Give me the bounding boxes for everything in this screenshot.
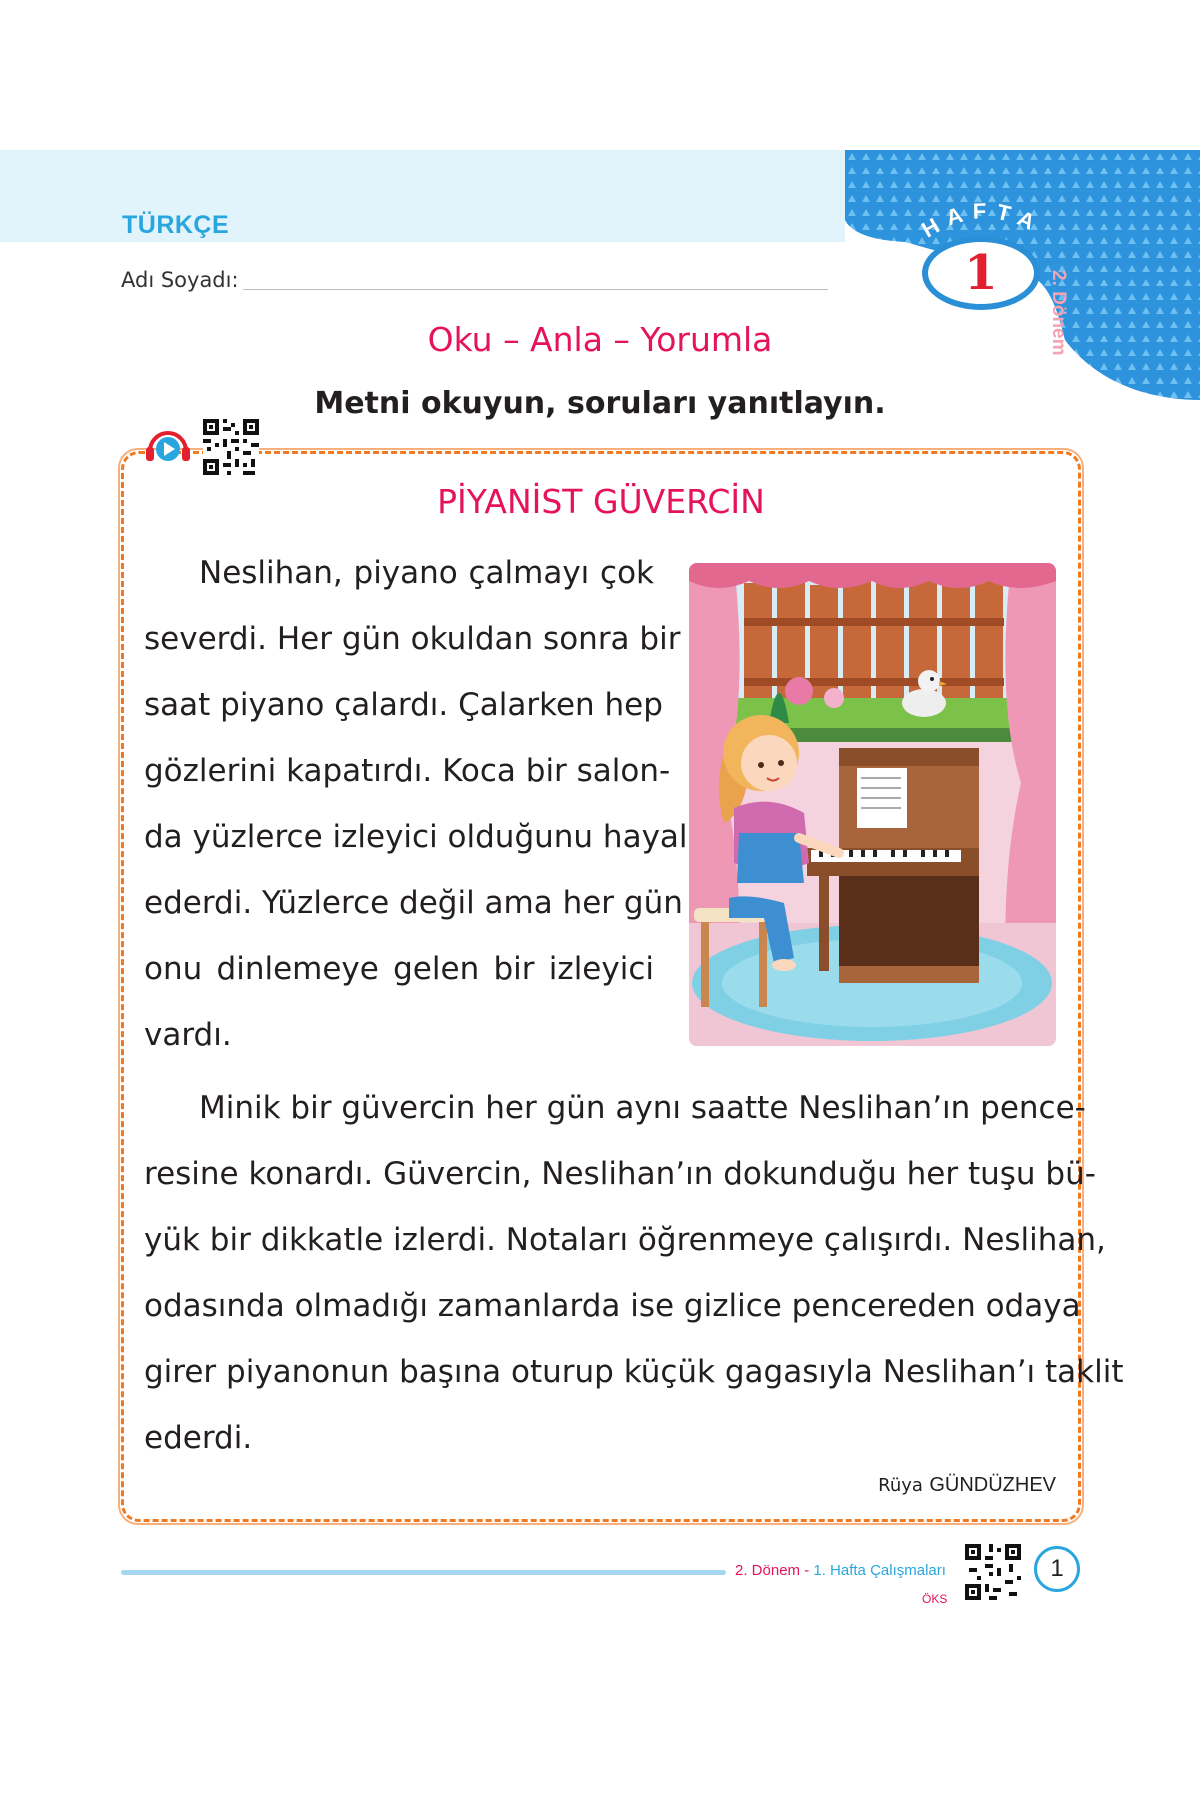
story-line: da yüzlerce izleyici olduğunu hayal [144, 819, 688, 855]
name-field-line[interactable] [243, 289, 828, 290]
story-line: ederdi. Yüzlerce değil ama her gün [144, 885, 683, 921]
footer-caption [735, 1562, 946, 1579]
story-paragraph-2 [144, 1075, 1124, 1471]
week-label: HAFTA [917, 198, 1047, 243]
audio-headphones-icon[interactable] [144, 423, 192, 467]
footer-brand: ÖKS [922, 1592, 948, 1606]
story-line: resine konardı. Güvercin, Neslihan’ın dokunduğu her tuşu bü- [144, 1156, 1096, 1192]
qr-code-icon[interactable] [203, 419, 259, 475]
instruction-text: Metni okuyun, soruları yanıtlayın. [314, 386, 886, 421]
story-title: PİYANİST GÜVERCİN [437, 482, 765, 521]
name-field-label: Adı Soyadı: [121, 268, 239, 292]
story-line: girer piyanonun başına oturup küçük gagasıyla Neslihan’ı taklit [144, 1354, 1124, 1390]
story-line: ederdi. [144, 1420, 253, 1456]
page-number: 1 [1050, 1555, 1064, 1582]
story-line: Minik bir güvercin her gün aynı saatte Neslihan’ın pence- [199, 1090, 1086, 1126]
story-line: yük bir dikkatle izlerdi. Notaları öğrenmeye çalışırdı. Neslihan, [144, 1222, 1106, 1258]
footer-term: 2. Dönem - [735, 1562, 814, 1579]
week-number: 1 [964, 245, 998, 301]
story-line: severdi. Her gün okuldan sonra bir [144, 621, 681, 657]
footer-divider [121, 1570, 726, 1575]
story-line: saat piyano çalardı. Çalarken hep [144, 687, 663, 723]
story-paragraph-1 [144, 540, 688, 1068]
qr-code-icon[interactable] [965, 1544, 1021, 1600]
author-credit [700, 1472, 1056, 1497]
author-last-name: GÜNDÜZHEV [929, 1474, 1056, 1496]
story-line: Neslihan, piyano çalmayı çok [199, 555, 654, 591]
story-line: odasında olmadığı zamanlarda ise gizlice pencereden odaya [144, 1288, 1081, 1324]
term-label-vertical: 2. Dönem [1048, 270, 1069, 356]
author-first-name: Rüya [878, 1475, 923, 1496]
subject-label: TÜRKÇE [122, 211, 230, 239]
story-line: onu dinlemeye gelen bir izleyici [144, 951, 654, 987]
story-line: gözlerini kapatırdı. Koca bir salon- [144, 753, 671, 789]
week-number-badge [922, 236, 1040, 310]
footer-week: 1. Hafta Çalışmaları [813, 1562, 946, 1579]
story-illustration [689, 563, 1056, 1046]
story-line: vardı. [144, 1017, 232, 1053]
page-number-badge [1034, 1546, 1080, 1592]
section-heading: Oku – Anla – Yorumla [427, 320, 773, 359]
